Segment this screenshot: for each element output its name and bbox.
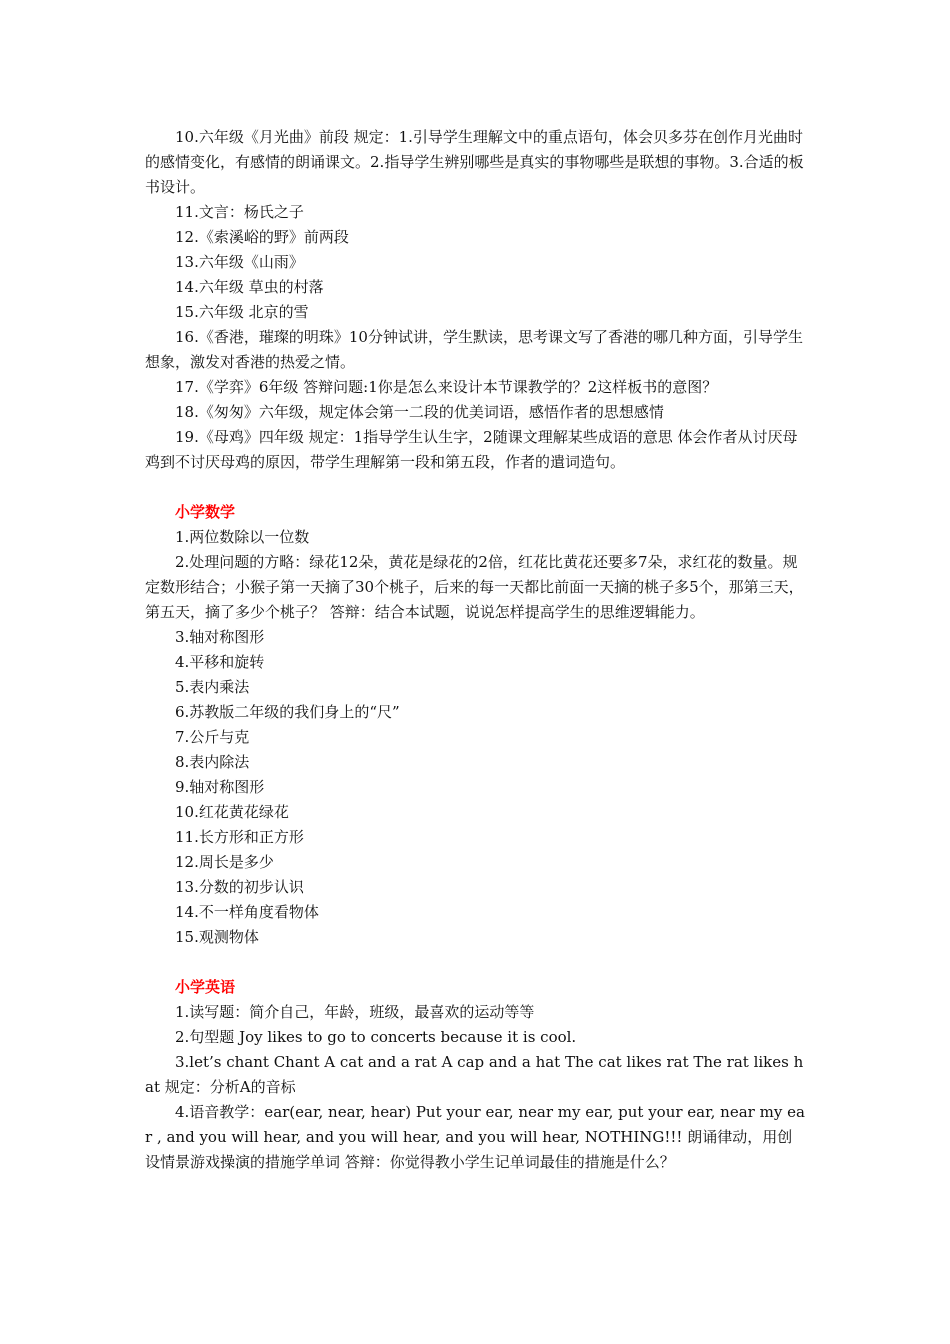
math-item-6: 6.苏教版二年级的我们身上的“尺” [175,703,400,721]
english-item-4: 4.语音教学：ear(ear, near, hear) Put your ear, near my ear, put your ear, near my ear , and you will hear, and you will hear, and you will hear, NOTHING!!! 朗诵律动，用创设情景游戏操演的措施学单词 答辩：你觉得教小学生记单词最佳的措施是什么？ [145,1103,805,1171]
math-item-3: 3.轴对称图形 [175,628,265,646]
math-item-9: 9.轴对称图形 [175,778,265,796]
math-section-title: 小学数学 [175,503,236,521]
math-item-14: 14.不一样角度看物体 [175,903,319,921]
math-item-4: 4.平移和旋转 [175,653,265,671]
chinese-item-11: 11.文言：杨氏之子 [175,203,304,221]
chinese-item-15: 15.六年级 北京的雪 [175,303,309,321]
english-section-title: 小学英语 [175,978,236,996]
math-item-10: 10.红花黄花绿花 [175,803,289,821]
math-section [145,500,805,950]
chinese-item-10: 10.六年级《月光曲》前段 规定：1.引导学生理解文中的重点语句，体会贝多芬在创作月光曲时的感情变化，有感情的朗诵课文。2.指导学生辨别哪些是真实的事物哪些是联想的事物。3.合适的板书设计。 [145,128,804,196]
english-item-3: 3.let’s chant Chant A cat and a rat A cap and a hat The cat likes rat The rat likes hat 规定：分析A的音标 [145,1053,804,1096]
chinese-item-18: 18.《匆匆》六年级，规定体会第一二段的优美词语，感悟作者的思想感情 [175,403,664,421]
english-section [145,975,805,1175]
english-item-2: 2.句型题 Joy likes to go to concerts because it is cool. [175,1028,577,1046]
math-item-13: 13.分数的初步认识 [175,878,304,896]
chinese-item-13: 13.六年级《山雨》 [175,253,304,271]
chinese-item-17: 17.《学弈》6年级 答辩问题:1你是怎么来设计本节课教学的？2这样板书的意图？ [175,378,718,396]
english-item-1: 1.读写题：简介自己，年龄，班级，最喜欢的运动等等 [175,1003,535,1021]
chinese-item-16: 16.《香港，璀璨的明珠》10分钟试讲，学生默读，思考课文写了香港的哪几种方面，引导学生想象，激发对香港的热爱之情。 [145,328,803,371]
chinese-item-19: 19.《母鸡》四年级 规定：1指导学生认生字，2随课文理解某些成语的意思 体会作者从讨厌母鸡到不讨厌母鸡的原因，带学生理解第一段和第五段，作者的遣词造句。 [145,428,798,471]
math-item-8: 8.表内除法 [175,753,250,771]
math-item-7: 7.公斤与克 [175,728,250,746]
math-item-12: 12.周长是多少 [175,853,274,871]
math-item-1: 1.两位数除以一位数 [175,528,310,546]
chinese-section [145,125,805,475]
chinese-item-14: 14.六年级 草虫的村落 [175,278,324,296]
math-item-5: 5.表内乘法 [175,678,250,696]
document-page [145,125,805,1175]
math-item-2: 2.处理问题的方略：绿花12朵，黄花是绿花的2倍，红花比黄花还要多7朵，求红花的数量。规定数形结合；小猴子第一天摘了30个桃子，后来的每一天都比前面一天摘的桃子多5个，那第三天，第五天，摘了多少个桃子？ 答辩：结合本试题，说说怎样提高学生的思维逻辑能力。 [145,553,804,621]
chinese-item-12: 12.《索溪峪的野》前两段 [175,228,349,246]
math-item-15: 15.观测物体 [175,928,259,946]
math-item-11: 11.长方形和正方形 [175,828,304,846]
